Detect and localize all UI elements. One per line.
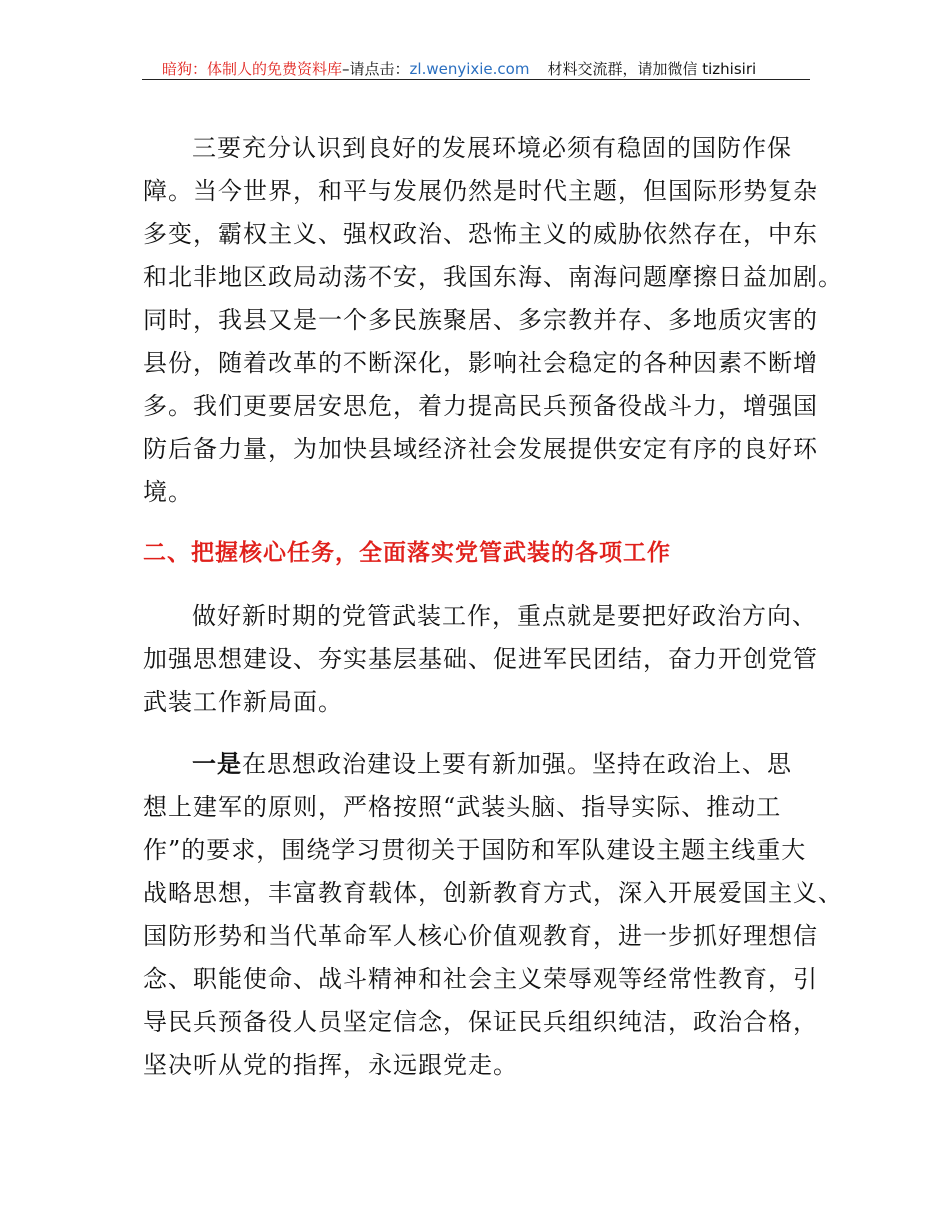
text-line: 战略思想，丰富教育载体，创新教育方式，深入开展爱国主义、 (143, 879, 843, 907)
wechat-note: 材料交流群，请加微信 tizhisiri (547, 60, 757, 78)
text-line: 县份，随着改革的不断深化，影响社会稳定的各种因素不断增 (143, 349, 818, 377)
text-line: 加强思想建设、夯实基层基础、促进军民团结，奋力开创党管 (143, 645, 818, 673)
text-line: 三要充分认识到良好的发展环境必须有稳固的国防作保 (192, 134, 792, 162)
site-name: 暗狗：体制人的免费资料库 (162, 60, 343, 78)
text-line: 同时，我县又是一个多民族聚居、多宗教并存、多地质灾害的 (143, 306, 818, 334)
text-line: 多。我们更要居安思危，着力提高民兵预备役战斗力，增强国 (143, 392, 818, 420)
text-line: 导民兵预备役人员坚定信念，保证民兵组织纯洁，政治合格， (143, 1008, 818, 1036)
text-line: 做好新时期的党管武装工作，重点就是要把好政治方向、 (192, 602, 817, 630)
text-line: 国防形势和当代革命军人核心价值观教育，进一步抓好理想信 (143, 922, 818, 950)
text-span: 在思想政治建设上要有新加强。坚持在政治上、思 (242, 750, 792, 778)
text-line: 想上建军的原则，严格按照“武装头脑、指导实际、推动工 (143, 793, 782, 821)
text-line: 念、职能使命、战斗精神和社会主义荣辱观等经常性教育，引 (143, 965, 818, 993)
header-rule (142, 79, 810, 80)
page-header (162, 58, 756, 79)
text-line: 境。 (143, 478, 193, 506)
text-line: 防后备力量，为加快县域经济社会发展提供安定有序的良好环 (143, 435, 818, 463)
text-line: 障。当今世界，和平与发展仍然是时代主题，但国际形势复杂 (143, 177, 818, 205)
click-prompt: –请点击： (342, 60, 410, 78)
text-line: 武装工作新局面。 (143, 688, 343, 716)
lead-label: 一是 (192, 749, 242, 778)
text-line (192, 744, 792, 779)
text-line: 多变，霸权主义、强权政治、恐怖主义的威胁依然存在，中东 (143, 220, 818, 248)
text-line: 作”的要求，围绕学习贯彻关于国防和军队建设主题主线重大 (143, 836, 807, 864)
text-line: 坚决听从党的指挥，永远跟党走。 (143, 1051, 518, 1079)
site-link[interactable]: zl.wenyixie.com (409, 60, 530, 78)
section-heading: 二、把握核心任务，全面落实党管武装的各项工作 (143, 540, 671, 566)
text-line: 和北非地区政局动荡不安，我国东海、南海问题摩擦日益加剧。 (143, 263, 843, 291)
